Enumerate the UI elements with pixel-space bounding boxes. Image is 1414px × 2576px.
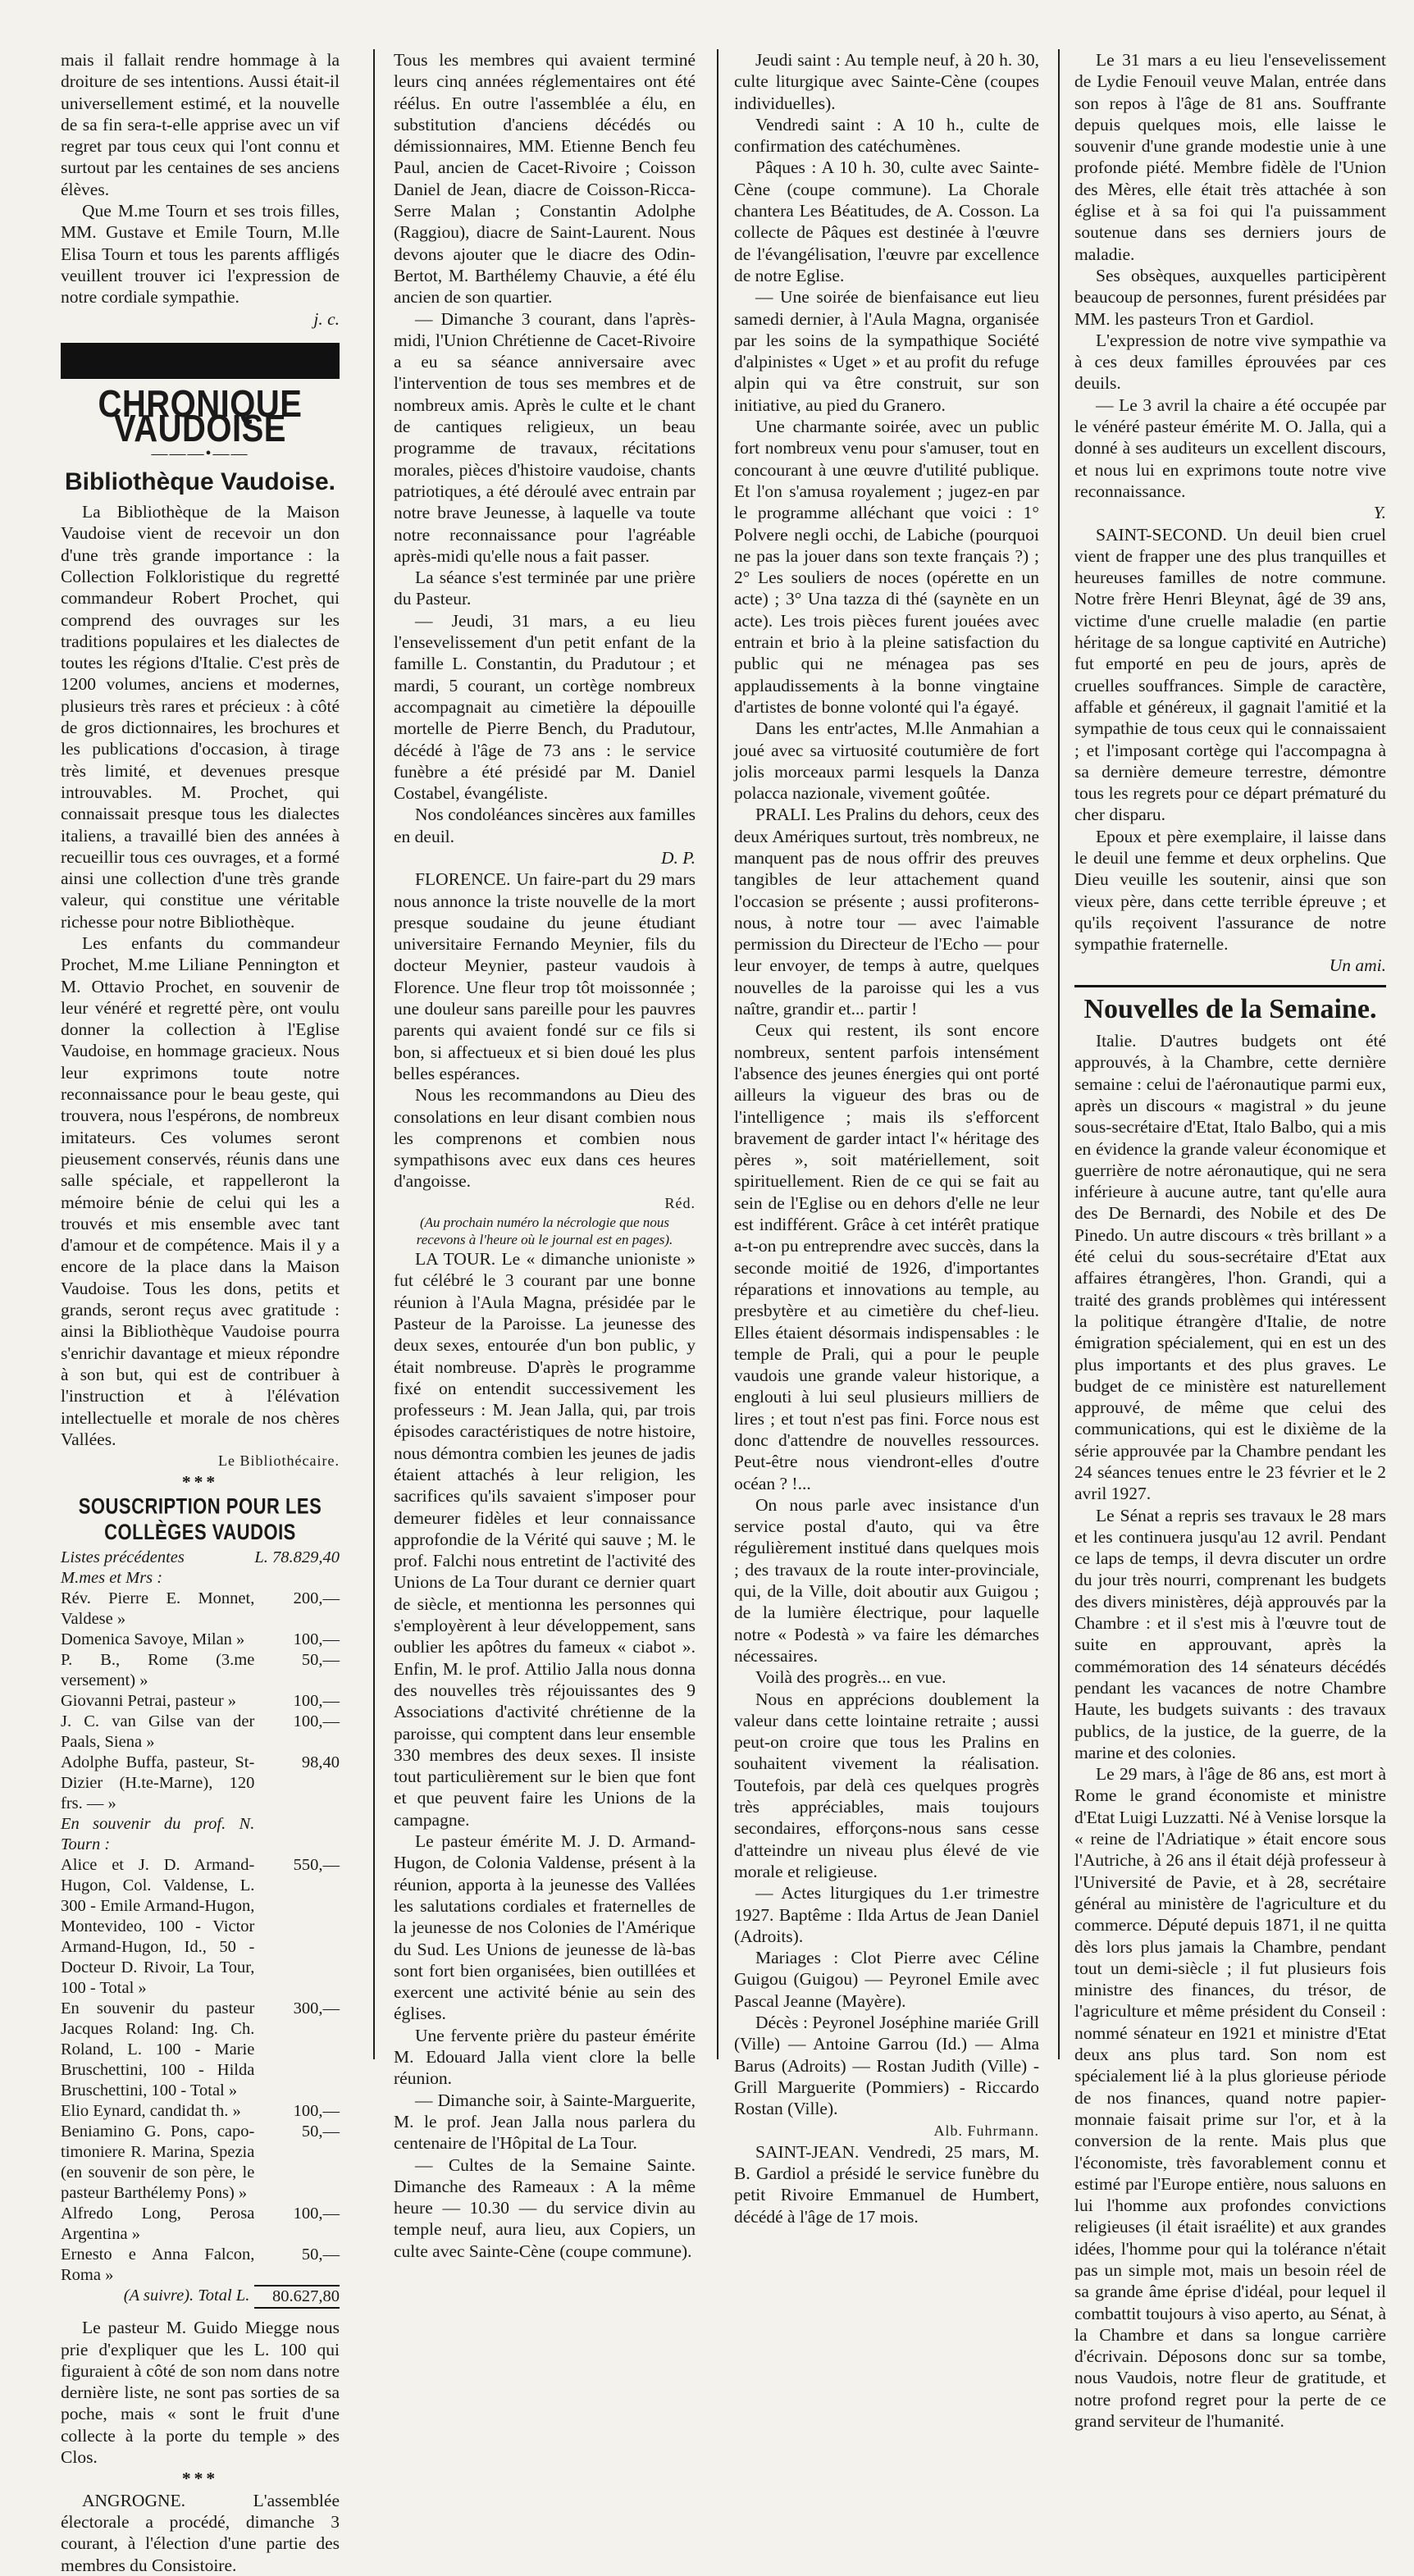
- souscription-donor: Listes précédentes: [61, 1548, 185, 1567]
- cacet-union: — Dimanche 3 courant, dans l'après-midi, l'Union Chrétienne de Cacet-Rivoire a eu sa séance anniversaire avec l'intervention de tous ses membres et de nombreux amis. Après le culte et le chant de cantiques religieux, un beau programme de travaux, récitations morales, pièces d'histoire vaudoise, chants patriotiques, a été déroulé avec entrain par notre brave Jeunesse, à laquelle va toute notre reconnaissance pour l'agréable après-midi qu'elle nous a fait passer.: [394, 308, 696, 566]
- souscription-donor: En souvenir du prof. N. Tourn :: [61, 1815, 255, 1854]
- souscription-row: [61, 1753, 340, 1814]
- signature-fuhrmann: Alb. Fuhrmann.: [933, 2122, 1039, 2139]
- souscription-amount: L. 78.829,40: [254, 1548, 340, 1567]
- jalla-priere: Une fervente prière du pasteur émérite M. Edouard Jalla vient clore la belle réunion.: [394, 2025, 696, 2089]
- florence: FLORENCE. Un faire-part du 29 mars nous annonce la triste nouvelle de la mort presque soudaine du jeune étudiant universitaire Fernando Meynier, fils du docteur Meynier, pasteur vaudois à Florence. Une fleur trop tôt moissonnée ; une douleur sans pareille pour les pauvres parents qui avaient fondé sur ce fils si bon, si affectueux et si bien doué les plus belles espérances.: [394, 869, 696, 1083]
- souscription-amount: [254, 1568, 340, 1589]
- souscription-row: [61, 2245, 340, 2286]
- florence-consolation: Nous les recommandons au Dieu des consolations en leur disant combien nous les comprenons et combien nous sympathisons avec eux dans ces heures d'angoisse.: [394, 1085, 696, 1192]
- column-rule-3: [1058, 49, 1060, 2059]
- souscription-amount: 98,40: [301, 1753, 340, 1772]
- section-divider-bar: [61, 343, 340, 379]
- ensevelissement: — Jeudi, 31 mars, a eu lieu l'ensevelissement d'un petit enfant de la famille L. Constantin, du Pradutour ; et mardi, 5 courant, un cortège nombreux accompagnait au cimetière la dépouille mortelle de Pierre Bench, du Pradutour, décédé à l'âge de 73 ans : le service funèbre a été présidé par M. Daniel Costabel, évangéliste.: [394, 610, 696, 804]
- souscription-row: [61, 2101, 340, 2122]
- souscription-amount: 300,—: [293, 1999, 340, 2018]
- column-rule-2: [717, 49, 718, 2059]
- sympathie: L'expression de notre vive sympathie va à ces deux familles éprouvées par ces deuils.: [1074, 330, 1386, 394]
- souscription-row: [61, 1568, 340, 1589]
- prali-progres: Voilà des progrès... en vue.: [755, 1667, 946, 1688]
- column-1: [61, 49, 340, 2575]
- souscription-donor: Giovanni Petrai, pasteur »: [61, 1692, 237, 1711]
- souscription-title: SOUSCRIPTION POUR LES COLLÈGES VAUDOIS: [78, 1493, 322, 1544]
- bibliotheque-signature: Le Bibliothécaire.: [218, 1452, 340, 1470]
- necrologie-note: (Au prochain numéro la nécrologie que nous recevons à l'heure où le journal est en pages).: [416, 1215, 673, 1248]
- souscription-donor: Ernesto e Anna Falcon, Roma »: [61, 2245, 255, 2285]
- obituary-end: mais il fallait rendre hommage à la droiture de ses intentions. Aussi était-il universellement estimé, et la nouvelle de sa fin sera-t-elle apprise avec un vif regret par tous ceux qui l'ont connu et surtout par les centaines de ses anciens élèves.: [61, 50, 340, 199]
- souscription-row: [61, 1712, 340, 1753]
- la-tour: LA TOUR. Le « dimanche unioniste » fut célébré le 3 courant par une bonne réunion à l'Aula Magna, présidée par le Pasteur de la Paroisse. La jeunesse des deux sexes, entourée d'un bon public, y était nombreuse. D'après le programme fixé on entendit successivement les professeurs : M. Jean Jalla, qui, par trois épisodes caractéristiques de notre histoire, nous démontra combien les jeunes de jadis étaient attachés à leur religion, les sacrifices qu'ils savaient s'imposer pour demeurer fidèles et leur connaissance approfondie de la Vérité qui sauve ; M. le prof. Falchi nous entretint de l'activité des Unions de La Tour durant ce dernier quart de siècle, et mentionna les personnes qui s'employèrent à leur développement, sans oublier les apôtres du fameux « ciabot ». Enfin, M. le prof. Attilio Jalla nous donna des nouvelles très réjouissantes des 9 Associations d'activité chrétienne de la paroisse, qui comptent dans leur ensemble 330 membres des deux sexes. Il insiste tout particulièrement sur le bien que font et que peuvent faire les Unions de la campagne.: [394, 1249, 696, 1830]
- souscription-donor: Alice et J. D. Armand-Hugon, Col. Valdense, L. 300 - Emile Armand-Hugon, Montevideo, 100 - Victor Armand-Hugon, Id., 50 - Docteur D. Rivoir, La Tour, 100 - Total »: [61, 1856, 255, 1998]
- angrogne: ANGROGNE. L'assemblée électorale a procédé, dimanche 3 courant, à l'élection d'une partie des membres du Consistoire.: [61, 2490, 340, 2575]
- bibliotheque-p2: Les enfants du commandeur Prochet, M.me Liliane Pennington et M. Ottavio Prochet, en souvenir de leur vénéré et regretté père, ont voulu donner la collection à l'Eglise Vaudoise, en hommage gracieux. Nous leur exprimons toute notre reconnaissance pour le beau geste, qui trouvera, nous l'espérons, de nombreux imitateurs. Ces volumes seront pieusement conservés, réunis dans une salle spéciale, et rappelleront la mémoire bénie de celui qui les a trouvés et mis ensemble avec tant d'amour et de compétence. Mais il y a encore de la place dans la Maison Vaudoise. Tous les dons, petits et grands, seront reçus avec gratitude : ainsi la Bibliothèque Vaudoise pourra s'enrichir davantage et mieux répondre à son but, qui est de contribuer à l'instruction et à l'élévation intellectuelle et morale de nos chères Vallées.: [61, 932, 340, 1449]
- italie-budgets: Italie. D'autres budgets ont été approuvés, à la Chambre, cette dernière semaine : celui de l'aéronautique parmi eux, après un discours « magistral » du jeune sous-secrétaire d'Etat, Italo Balbo, qui a mis en évidence la grande valeur économique et guerrière de notre aéronautique, qui ne sera inférieure à aucune autre, tant qu'elle aura des De Bernardi, des Nobile et des De Pinedo. Un autre discours « très brillant » a été celui du sous-secrétaire d'Etat aux affaires étrangères, l'hon. Grandi, qui a traité des grands problèmes qui intéressent la politique étrangère d'Italie, de notre émigration spécialement, qui en est un des plus importants et des plus graves. Le budget de ce ministère est naturellement approuvé, de même que celui des communications, qui est le dixième de la série approuvée par la Chambre pendant les 24 séances tenues entre le 23 février et le 2 avril 1927.: [1074, 1031, 1386, 1504]
- souscription-donor: Rév. Pierre E. Monnet, Valdese »: [61, 1589, 255, 1629]
- obseques: Ses obsèques, auxquelles participèrent beaucoup de personnes, furent présidées par MM. les pasteurs Tron et Gardiol.: [1074, 265, 1386, 329]
- column-3: [734, 49, 1039, 2227]
- souscription-row: [61, 1999, 340, 2101]
- souscription-amount: 100,—: [293, 1692, 340, 1711]
- actes-deces: Décès : Peyronel Joséphine mariée Grill (Ville) — Antoine Garrou (Id.) — Alma Barus (Adroits) — Rostan Judith (Ville) - Grill Marguerite (Pommiers) - Riccardo Rostan (Ville).: [734, 2013, 1039, 2119]
- signature-red: Réd.: [664, 1194, 696, 1211]
- souscription-row: [61, 1548, 340, 1568]
- souscription-row: [61, 1814, 340, 1855]
- prali-heritage: Ceux qui restent, ils sont encore nombreux, sentent parfois intensément l'absence des jeunes énergies qui ont porté ailleurs la vigueur des bras ou de l'intelligence ; mais ils s'efforcent bravement de garder intact l'« héritage des pères », soit matériellement, soit spirituellement. Rien de ce qui se fait au sein de l'Eglise ou en dehors d'elle ne leur est indifférent. Grâce à cet intérêt pratique a-t-on pu entreprendre avec succès, dans la seconde moitié de 1926, d'importantes réparations et innovations au temple, au presbytère et au cimetière du chef-lieu. Elles étaient désormais indispensables : le temple de Prali, qui a pour le peuple vaudois une grande valeur historique, a englouti à lui seul plusieurs milliers de lires ; et tout n'est pas fini. Force nous est donc d'attendre de nouvelles ressources. Peut-être nous viendront-elles d'outre océan ? !...: [734, 1020, 1039, 1493]
- souscription-row: [61, 1589, 340, 1630]
- souscription-row: [61, 2122, 340, 2204]
- paques: Pâques : A 10 h. 30, culte avec Sainte-Cène (coupe commune). La Chorale chantera Les Béatitudes, de A. Cosson. La collecte de Pâques est destinée à l'œuvre de l'évangélisation, l'œuvre par excellence de notre Eglise.: [734, 157, 1039, 285]
- souscription-amount: 50,—: [301, 2122, 340, 2141]
- actes-bapteme: — Actes liturgiques du 1.er trimestre 1927. Baptême : Ilda Artus de Jean Daniel (Adroits).: [734, 1883, 1039, 1946]
- signature-un-ami: Un ami.: [1329, 955, 1386, 976]
- souscription-row: [61, 1630, 340, 1650]
- souscription-amount: 100,—: [293, 1712, 340, 1731]
- souscription-amount: 100,—: [293, 2102, 340, 2121]
- souscription-row: [61, 1650, 340, 1691]
- souscription-amount: 50,—: [301, 2245, 340, 2264]
- miegge-note: Le pasteur M. Guido Miegge nous prie d'expliquer que les L. 100 qui figuraient à côté de son nom dans notre dernière liste, ne sont pas sorties de sa poche, mais « sont le fruit d'une collecte à la porte du temple » des Clos.: [61, 2318, 340, 2468]
- signature-y: Y.: [1373, 503, 1386, 523]
- souscription-amount: 50,—: [301, 1651, 340, 1670]
- souscription-amount: 100,—: [293, 1630, 340, 1649]
- souscription-donor: Domenica Savoye, Milan »: [61, 1630, 245, 1649]
- prali: PRALI. Les Pralins du dehors, ceux des deux Amériques surtout, très nombreux, ne manquent pas de nous offrir des preuves tangibles de leur attachement quand l'occasion se présente ; aussi profiterons-nous, à notre tour — avec l'aimable permission du Directeur de l'Echo — pour leur envoyer, de temps à autre, quelques nouvelles de la paroisse qui les a vus naître, grandir et... partir !: [734, 805, 1039, 1019]
- saint-second: SAINT-SECOND. Un deuil bien cruel vient de frapper une des plus tranquilles et heureuses familles de notre commune. Notre frère Henri Bleynat, âgé de 39 ans, victime d'une cruelle maladie (en partie héritage de sa longue captivité en Autriche) fut emporté en peu de jours, après de cruelles souffrances. Simple de caractère, affable et généreux, il gagnait l'amitié et la sympathie de tous ceux qui le connaissaient ; et l'imposant cortège qui l'accompagna à sa dernière demeure terrestre, démontre tous les regrets pour ce départ prématuré du cher disparu.: [1074, 524, 1386, 825]
- souscription-donor: Elio Eynard, candidat th. »: [61, 2102, 241, 2121]
- prali-service-postal: On nous parle avec insistance d'un service postal d'auto, qui va être régulièrement institué dans quelques mois ; des travaux de la route inter-provinciale, qui, de la Ville, doit aboutir aux Guigou ; de la lumière électrique, pour laquelle notre « Podestà » va faire les démarches nécessaires.: [734, 1494, 1039, 1666]
- jeudi-saint: Jeudi saint : Au temple neuf, à 20 h. 30, culte liturgique avec Sainte-Cène (coupes individuelles).: [734, 50, 1039, 113]
- souscription-amount: 550,—: [293, 1856, 340, 1875]
- saint-jean: SAINT-JEAN. Vendredi, 25 mars, M. B. Gardiol a présidé le service funèbre du petit Rivoire Emmanuel de Humbert, décédé à l'âge de 17 mois.: [734, 2141, 1039, 2227]
- column-4: [1074, 49, 1386, 2432]
- souscription-table: [61, 1548, 340, 2309]
- ornament-divider: ———•——: [151, 445, 249, 463]
- actes-mariages: Mariages : Clot Pierre avec Céline Guigou (Guigou) — Peyronel Emile avec Pascal Jeanne (Mayère).: [734, 1948, 1039, 2011]
- luzzatti: Le 29 mars, à l'âge de 86 ans, est mort à Rome le grand économiste et ministre d'Etat Luigi Luzzatti. Né à Venise lorsque la « reine de l'Adriatique » était encore sous l'Autriche, à 26 ans il était déjà professeur à l'Université de Pavie, et à 28, secrétaire général au ministère de l'agriculture et du commerce. Député depuis 1871, il ne quitta dès lors plus jamais la Chambre, pendant tout un demi-siècle ; il fut plusieurs fois ministre des finances, du trésor, de l'agriculture et même président du Conseil : nommé sénateur en 1921 et ministre d'Etat deux ans plus tard. Son nom est spécialement lié à la plus glorieuse période de nos finances, quand notre papier-monnaie faisait prime sur l'or, et à la conversion de la rente. Mais plus que l'économiste, très favorablement connu et estimé par l'Europe entière, nous saluons en lui l'homme aux profondes convictions religieuses (il était israélite) et aux grandes idées, l'homme pour qui la tolérance n'était pas un simple mot, mais un besoin réel de sa grande âme éprise d'idéal, pour lequel il combattit toujours à viso aperto, au Sénat, à la Chambre et dans sa longue carrière d'écrivain. Déposons donc sur sa tombe, nous Vaudois, notre fleur de gratitude, et notre profond regret pour la perte de ce grand serviteur de l'humanité.: [1074, 1764, 1386, 2432]
- total-amount: 80.627,80: [254, 2286, 340, 2308]
- souscription-donor: Adolphe Buffa, pasteur, St-Dizier (H.te-Marne), 120 frs. — »: [61, 1753, 255, 1813]
- souscription-amount: 100,—: [293, 2204, 340, 2223]
- epoux-pere: Epoux et père exemplaire, il laisse dans le deuil une femme et deux orphelins. Que Dieu veuille les soutenir, ainsi que son vieux père, dans cette terrible épreuve ; et qu'ils reçoivent l'assurance de notre sympathie fraternelle.: [1074, 826, 1386, 955]
- condolences-signature: j. c.: [313, 308, 340, 329]
- vendredi-saint: Vendredi saint : A 10 h., culte de confirmation des catéchumènes.: [734, 114, 1039, 157]
- souscription-donor: Beniamino G. Pons, capo-timoniere R. Marina, Spezia (en souvenir de son père, le pasteur Barthélemy Pons) »: [61, 2122, 255, 2203]
- souscription-donor: Alfredo Long, Perosa Argentina »: [61, 2204, 255, 2244]
- souscription-amount: [254, 1814, 340, 1855]
- soiree-bienfaisance: — Une soirée de bienfaisance eut lieu samedi dernier, à l'Aula Magna, organisée par les soins de la sympathique Société d'alpinistes « Uget » et au profit du refuge alpin qui va être construit, sur son initiative, au pied du Granero.: [734, 287, 1039, 415]
- souscription-donor: M.mes et Mrs :: [61, 1569, 163, 1588]
- condoleances-familles: Nos condoléances sincères aux familles en deuil.: [394, 805, 696, 846]
- entractes: Dans les entr'actes, M.lle Anmahian a joué avec sa virtuosité coutumière de fort jolis morceaux parmi lesquels la Danza polacca nazionale, vivement goûtée.: [734, 718, 1039, 804]
- total-label: (A suivre). Total L.: [123, 2286, 250, 2305]
- souscription-row: [61, 1691, 340, 1712]
- prali-valeur: Nous en apprécions doublement la valeur dans cette lointaine retraite ; aussi peut-on croire que tous les Pralins en souhaitent vivement la réalisation. Toutefois, par delà ces quelques progrès très appréciables, mais toujours secondaires, efforçons-nous sans cesse d'atteindre un niveau plus élevé de vie morale et religieuse.: [734, 1689, 1039, 1881]
- bibliotheque-p1: La Bibliothèque de la Maison Vaudoise vient de recevoir un don d'une très grande importance : la Collection Folkloristique du regretté commandeur Robert Prochet, qui comprend des ouvrages sur les traditions populaires et les dialectes de toutes les régions d'Italie. C'est près de 1200 volumes, anciens et modernes, plusieurs très rares et précieux : à côté de gros dictionnaires, les brochures et les publications d'occasion, à tirage très limité, et devenues presque introuvables. M. Prochet, qui connaissait presque tous les dialectes italiens, a travaillé bien des années à recueillir tous ces ouvrages, et a formé ainsi une collection d'une très grande valeur, qui constitue une véritable richesse pour notre Bibliothèque.: [61, 502, 340, 932]
- seance-fin: La séance s'est terminée par une prière du Pasteur.: [394, 568, 696, 609]
- sainte-marguerite: — Dimanche soir, à Sainte-Marguerite, M. le prof. Jean Jalla nous parlera du centenaire de l'Hôpital de La Tour.: [394, 2090, 696, 2154]
- column-2: [394, 49, 696, 2261]
- chaire-jalla: — Le 3 avril la chaire a été occupée par le vénéré pasteur émérite M. O. Jalla, qui a donné à ses auditeurs un excellent discours, et nous lui en exprimons toute notre vive reconnaissance.: [1074, 394, 1386, 501]
- semaine-sainte: — Cultes de la Semaine Sainte. Dimanche des Rameaux : A la même heure — 10.30 — du service divin au temple neuf, aura lieu, aux Copiers, un culte avec Sainte-Cène (coupe commune).: [394, 2154, 696, 2261]
- nouvelles-title: Nouvelles de la Semaine.: [1074, 985, 1386, 1020]
- chronique-title: CHRONIQUE VAUDOISE: [98, 383, 303, 450]
- souscription-row: [61, 2204, 340, 2245]
- souscription-total-row: [61, 2286, 340, 2308]
- souscription-row: [61, 1855, 340, 1999]
- fenouil-ensevelissement: Le 31 mars a eu lieu l'ensevelissement de Lydie Fenouil veuve Malan, entrée dans son repos à l'âge de 81 ans. Souffrante depuis quelques mois, elle laisse le souvenir d'une grande modestie unie à une profonde piété. Membre fidèle de l'Union des Mères, elle était très attachée à son église et à sa foi qui l'a puissamment soutenue dans ses derniers jours de maladie.: [1074, 50, 1386, 264]
- angrogne-cont: Tous les membres qui avaient terminé leurs cinq années réglementaires ont été réélus. En outre l'assemblée a élu, en substitution d'anciens décédés ou démissionnaires, MM. Etienne Bench feu Paul, ancien de Cacet-Rivoire ; Coisson Daniel de Jean, diacre de Coisson-Ricca-Serre Malan ; Constantin Adolphe (Raggiou), diacre de Saint-Laurent. Nous devons ajouter que le diacre des Odin-Bertot, M. Barthélemy Chauvie, a été élu ancien de son quartier.: [394, 50, 696, 308]
- armand-hugon: Le pasteur émérite M. J. D. Armand-Hugon, de Colonia Valdense, présent à la réunion, apporta à la jeunesse des Vallées les salutations cordiales et fraternelles de la jeunesse de nos Colonies de l'Amérique du Sud. Les Unions de jeunesse de là-bas sont fort bien organisées, bien outillées et exercent une activité bénie au sein des églises.: [394, 1831, 696, 2024]
- signature-dp: D. P.: [660, 847, 696, 868]
- souscription-donor: J. C. van Gilse van der Paals, Siena »: [61, 1712, 255, 1752]
- column-rule-1: [373, 49, 375, 2059]
- soiree-programme: Une charmante soirée, avec un public fort nombreux venu pour s'amuser, tout en concourant à une œuvre d'utilité publique. Et l'on s'amusa royalement ; jugez-en par le programme alléchant que voici : 1° Polvere negli occhi, de Labiche (pourquoi ne pas la jouer dans son texte français ?) ; 2° Les souliers de noces (opérette en un acte) ; 3° Una tazza di thé (saynète en un acte). Les trois pièces furent jouées avec entrain et brio à la pleine satisfaction du public qui ne ménagea pas ses applaudissements à la bonne vingtaine d'artistes de bonne volonté qui l'a égayé.: [734, 417, 1039, 717]
- souscription-donor: P. B., Rome (3.me versement) »: [61, 1651, 255, 1690]
- souscription-amount: 200,—: [293, 1589, 340, 1608]
- bibliotheque-title: Bibliothèque Vaudoise.: [64, 467, 336, 495]
- senat: Le Sénat a repris ses travaux le 28 mars et les continuera jusqu'au 12 avril. Pendant ce laps de temps, il devra discuter un ordre du jour très nourri, comprenant les budgets des divers ministères, déjà approuvés par la Chambre : et il s'est mis à l'œuvre tout de suite en approuvant, après la commémoration des 14 sénateurs décédés pendant les vacances de notre Chambre Haute, les budgets suivants : des travaux publics, de la justice, de la guerre, de la marine et des colonies.: [1074, 1505, 1386, 1762]
- condolences: Que M.me Tourn et ses trois filles, MM. Gustave et Emile Tourn, M.lle Elisa Tourn et tous les parents affligés veuillent trouver ici l'expression de notre cordiale sympathie.: [61, 201, 340, 308]
- souscription-donor: En souvenir du pasteur Jacques Roland: Ing. Ch. Roland, L. 100 - Marie Bruschettini, 100 - Hilda Bruschettini, 100 - Total »: [61, 1999, 255, 2100]
- separator-stars: ***: [181, 1472, 219, 1493]
- separator-stars-2: ***: [181, 2469, 219, 2489]
